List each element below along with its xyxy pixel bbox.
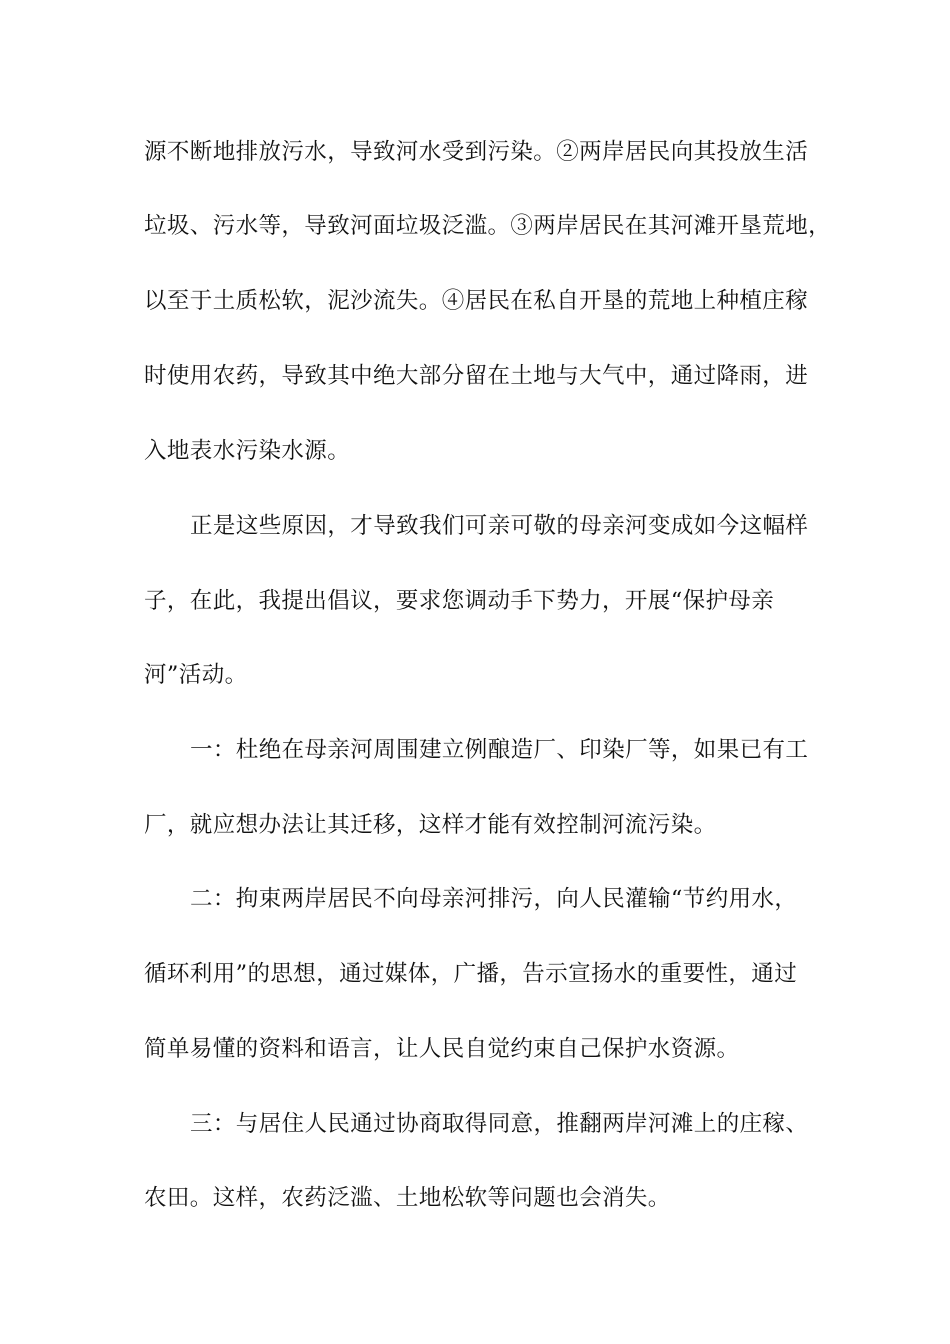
paragraph-line: 二：拘束两岸居民不向母亲河排污，向人民灌输“节约用水， (190, 886, 798, 912)
paragraph-line: 简单易懂的资料和语言，让人民自觉约束自己保护水资源。 (144, 1036, 740, 1062)
paragraph-line: 厂，就应想办法让其迁移，这样才能有效控制河流污染。 (144, 812, 717, 838)
paragraph-line: 一：杜绝在母亲河周围建立例酿造厂、印染厂等，如果已有工 (190, 737, 809, 763)
paragraph-line: 河”活动。 (144, 662, 248, 688)
paragraph-line: 入地表水污染水源。 (144, 438, 351, 464)
paragraph-line: 以至于土质松软，泥沙流失。④居民在私自开垦的荒地上种植庄稼 (144, 288, 809, 314)
paragraph-line: 源不断地排放污水，导致河水受到污染。②两岸居民向其投放生活 (144, 139, 809, 165)
paragraph-line: 子，在此，我提出倡议，要求您调动手下势力，开展“保护母亲 (144, 588, 775, 614)
paragraph-line: 循环利用”的思想，通过媒体，广播，告示宣扬水的重要性，通过 (144, 961, 798, 987)
paragraph-line: 农田。这样，农药泛滥、土地松软等问题也会消失。 (144, 1185, 671, 1211)
paragraph-line: 正是这些原因，才导致我们可亲可敬的母亲河变成如今这幅样 (190, 513, 809, 539)
paragraph-line: 垃圾、污水等，导致河面垃圾泛滥。③两岸居民在其河滩开垦荒地， (144, 213, 832, 239)
paragraph-line: 时使用农药，导致其中绝大部分留在土地与大气中，通过降雨，进 (144, 363, 809, 389)
paragraph-line: 三：与居住人民通过协商取得同意，推翻两岸河滩上的庄稼、 (190, 1111, 809, 1137)
